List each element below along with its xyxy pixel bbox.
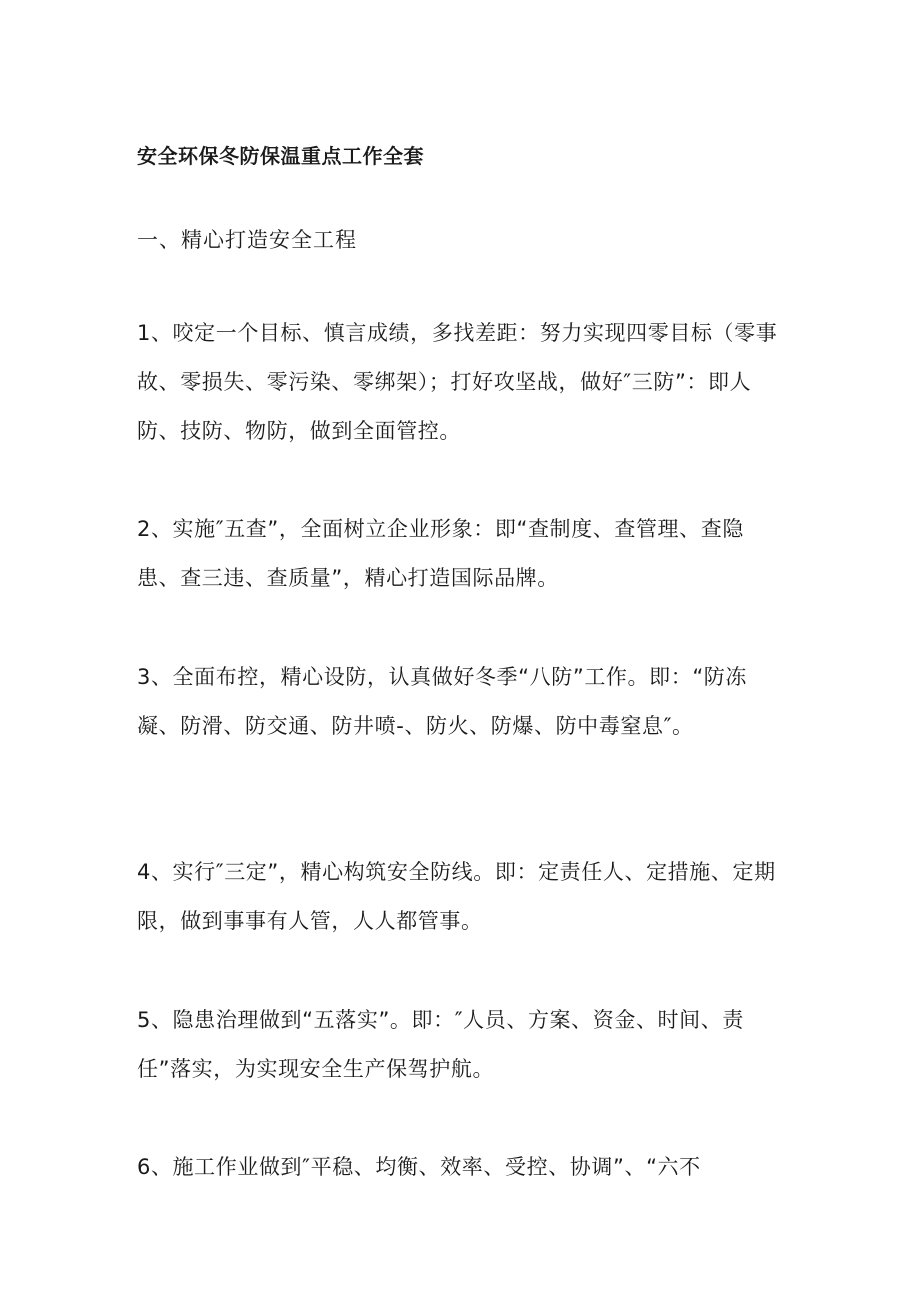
paragraph-line: 4、实行″三定”，精心构筑安全防线。即：定责任人、定措施、定期	[137, 860, 776, 884]
paragraph-line: 任”落实，为实现安全生产保驾护航。	[137, 1057, 495, 1081]
paragraph-line: 防、技防、物防，做到全面管控。	[137, 419, 461, 443]
section-heading: 一、精心打造安全工程	[137, 228, 357, 252]
paragraph-line: 故、零损失、零污染、零绑架）；打好攻坚战，做好″三防”：即人	[137, 370, 752, 394]
paragraph-6	[137, 1143, 792, 1192]
paragraph-3	[137, 653, 792, 751]
paragraph-line: 5、隐患治理做到“五落实”。即：″人员、方案、资金、时间、责	[137, 1008, 744, 1032]
paragraph-4	[137, 848, 792, 946]
paragraph-line: 1、咬定一个目标、慎言成绩，多找差距：努力实现四零目标（零事	[137, 321, 778, 345]
paragraph-line: 凝、防滑、防交通、防井喷-、防火、防爆、防中毒窒息″。	[137, 714, 694, 738]
paragraph-line: 患、查三违、查质量”，精心打造国际品牌。	[137, 566, 559, 590]
paragraph-1	[137, 309, 792, 456]
paragraph-line: 2、实施″五查”，全面树立企业形象：即“查制度、查管理、查隐	[137, 517, 744, 541]
paragraph-5	[137, 996, 792, 1094]
document-title: 安全环保冬防保温重点工作全套	[137, 144, 424, 168]
paragraph-2	[137, 505, 792, 603]
paragraph-line: 限，做到事事有人管，人人都管事。	[137, 909, 483, 933]
paragraph-line: 3、全面布控，精心设防，认真做好冬季“八防”工作。即：“防冻	[137, 665, 747, 689]
paragraph-line: 6、施工作业做到″平稳、均衡、效率、受控、协调”、“六不	[137, 1155, 701, 1179]
